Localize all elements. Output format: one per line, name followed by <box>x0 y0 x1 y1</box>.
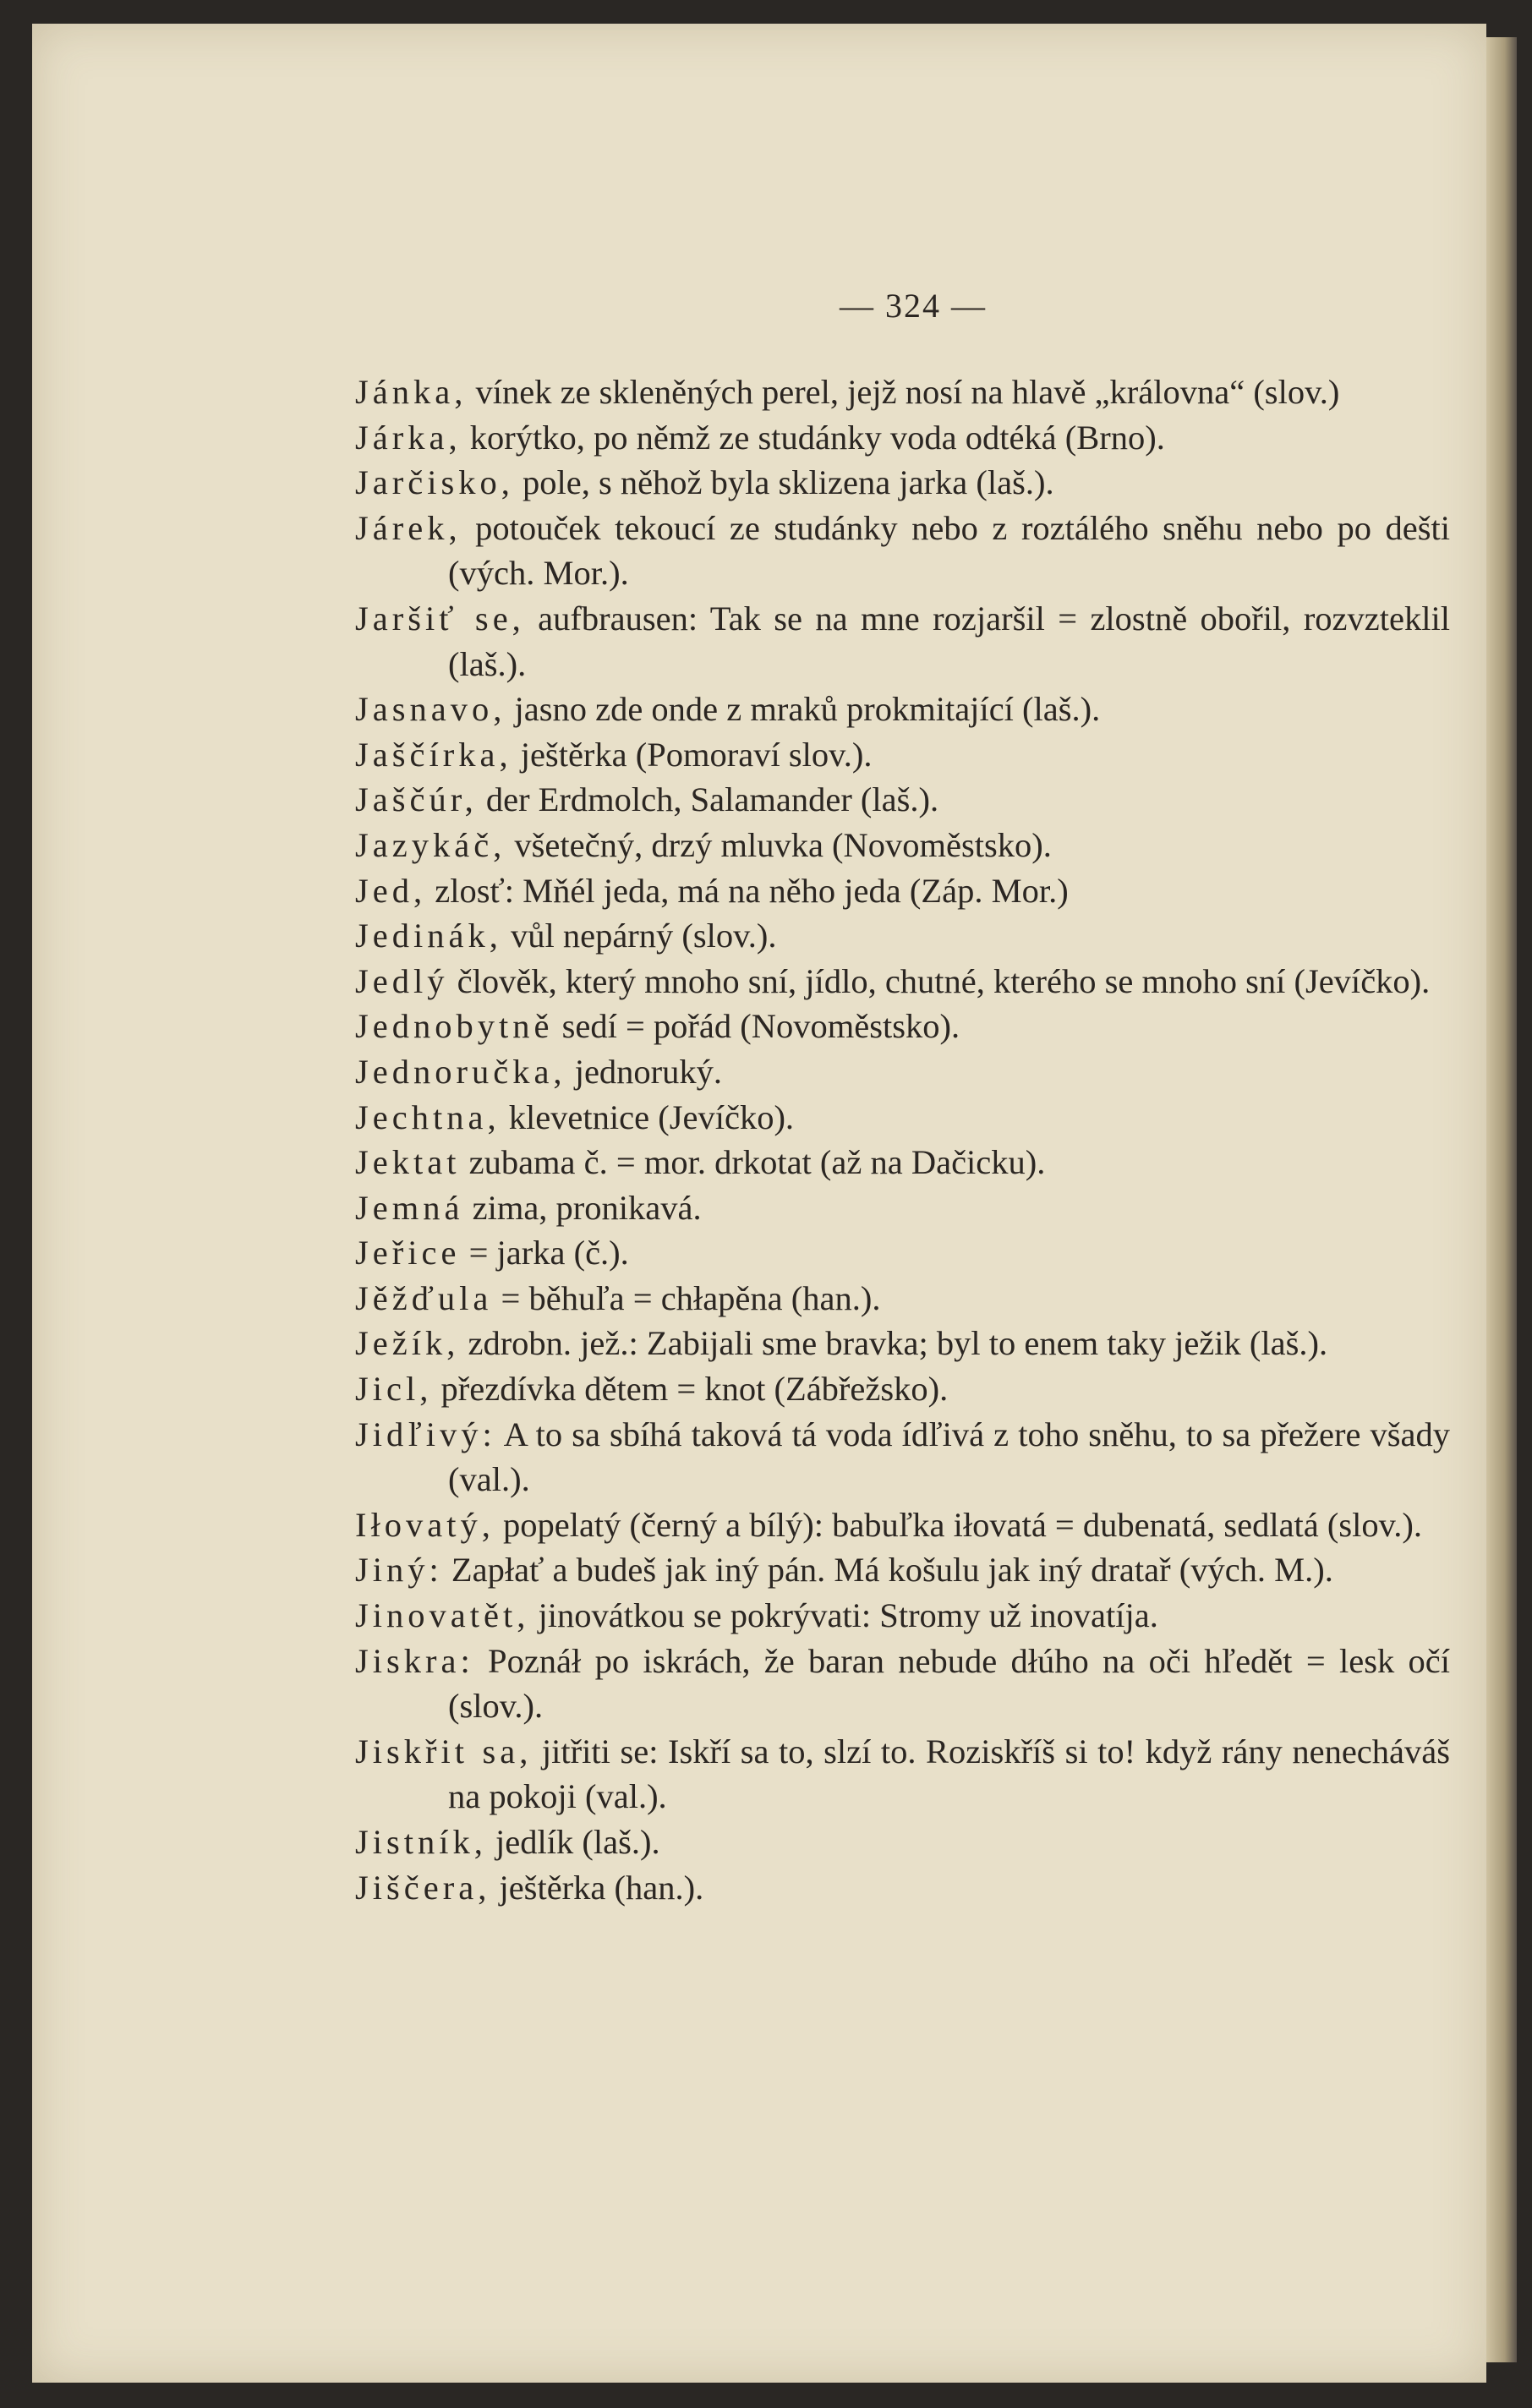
entry <box>355 1140 1450 1185</box>
entry-definition: všetečný, drzý mluvka (Novoměstsko). <box>506 825 1052 864</box>
entry-headword: Jěžďula <box>355 1278 493 1317</box>
entry <box>355 1366 1450 1412</box>
entry <box>355 1230 1450 1276</box>
entry-definition: jasno zde onde z mraků prokmitající (laš.). <box>506 690 1101 729</box>
entry-definition: zima, pronikavá. <box>463 1188 702 1227</box>
entry-headword: Ježík, <box>355 1324 460 1363</box>
entry-definition: jinovátkou se pokrývati: Stromy už inovatíja. <box>529 1596 1158 1635</box>
entry-headword: Jed, <box>355 871 427 910</box>
entry-headword: Jiskřit sa, <box>355 1732 533 1770</box>
entry <box>355 687 1450 732</box>
entry-definition: zubama č. = mor. drkotat (až na Dačicku). <box>460 1143 1046 1182</box>
entry-definition: sedí = pořád (Novoměstsko). <box>553 1007 960 1046</box>
entry-definition: aufbrausen: Tak se na mne rozjaršil = zlostně obořil, rozvzteklil (laš.). <box>448 599 1450 683</box>
entry-definition: = jarka (č.). <box>460 1234 629 1272</box>
entry-definition: pole, s něhož byla sklizena jarka (laš.). <box>513 463 1054 502</box>
entry-definition: zlosť: Mňél jeda, má na něho jeda (Záp. Mor.) <box>426 871 1069 910</box>
entry-headword: Jinovatět, <box>355 1596 530 1635</box>
entry <box>355 959 1450 1004</box>
entry-definition: Poznáł po iskrách, že baran nebude dłúho na oči hľedět = lesk očí (slov.). <box>448 1641 1450 1726</box>
entry <box>355 1049 1450 1095</box>
entry-headword: Jiný: <box>355 1551 443 1590</box>
entry-headword: Jemná <box>355 1188 464 1227</box>
entry <box>355 868 1450 914</box>
entry <box>355 1593 1450 1639</box>
entry-headword: Jiskra: <box>355 1641 474 1680</box>
entry <box>355 777 1450 823</box>
entry <box>355 506 1450 596</box>
entry <box>355 823 1450 868</box>
entry-definition: Zapłať a budeš jak iný pán. Má košulu jak iný dratař (vých. M.). <box>442 1551 1333 1590</box>
entry <box>355 732 1450 778</box>
entry-headword: Jistník, <box>355 1823 487 1861</box>
entry-headword: Jaršiť se, <box>355 599 525 638</box>
entry <box>355 415 1450 461</box>
page-edge <box>1486 37 1517 2362</box>
entry <box>355 913 1450 959</box>
entry-headword: Jasnavo, <box>355 690 506 729</box>
entry-headword: Jednoručka, <box>355 1052 566 1091</box>
entry-headword: Járka, <box>355 418 462 457</box>
entry-headword: Jicl, <box>355 1370 433 1409</box>
entry-headword: Járek, <box>355 508 462 547</box>
entry-definition: jednoruký. <box>566 1052 723 1091</box>
entry <box>355 1639 1450 1729</box>
entry <box>355 1276 1450 1322</box>
entry <box>355 1547 1450 1593</box>
entry-headword: Jánka, <box>355 373 468 411</box>
entry <box>355 369 1450 415</box>
entry-definition: der Erdmolch, Salamander (laš.). <box>477 780 939 819</box>
entry <box>355 1185 1450 1231</box>
entry-definition: zdrobn. jež.: Zabijali sme bravka; byl to enem taky ježik (laš.). <box>459 1324 1328 1363</box>
entry-definition: = běhuľa = chłapěna (han.). <box>492 1278 881 1317</box>
entry-headword: Jechtna, <box>355 1097 501 1136</box>
entry-definition: jedlík (laš.). <box>486 1823 660 1861</box>
entry-headword: Jazykáč, <box>355 825 506 864</box>
entry-headword: Jednobytně <box>355 1007 554 1046</box>
entry-headword: Jarčisko, <box>355 463 514 502</box>
entry <box>355 1321 1450 1366</box>
entry-definition: člověk, který mnoho sní, jídlo, chutné, kterého se mnoho sní (Jevíčko). <box>448 961 1431 1000</box>
entry-headword: Jeřice <box>355 1234 461 1272</box>
entry-headword: Jiščera, <box>355 1868 491 1907</box>
entry <box>355 1865 1450 1911</box>
entry-headword: Iłovatý, <box>355 1505 495 1544</box>
entry-headword: Jaščírka, <box>355 735 512 774</box>
entry-headword: Jektat <box>355 1143 461 1182</box>
entry <box>355 460 1450 506</box>
entry-definition: potouček tekoucí ze studánky nebo z roztálého sněhu nebo po dešti (vých. Mor.). <box>448 508 1450 593</box>
entry <box>355 1412 1450 1502</box>
entry-headword: Jedlý <box>355 961 449 1000</box>
entry-definition: přezdívka dětem = knot (Zábřežsko). <box>432 1370 949 1409</box>
entry-definition: ještěrka (Pomoraví slov.). <box>512 735 873 774</box>
dictionary-entries <box>355 369 1450 1910</box>
entry <box>355 1729 1450 1820</box>
entry-headword: Jaščúr, <box>355 780 478 819</box>
entry-definition: vínek ze skleněných perel, jejž nosí na hlavě „královna“ (slov.) <box>467 373 1340 411</box>
entry <box>355 596 1450 687</box>
entry-definition: jitřiti se: Iskří sa to, slzí to. Roziskříš si to! když rány nenecháváš na pokoji (val.). <box>448 1732 1450 1816</box>
entry-definition: vůl nepárný (slov.). <box>501 917 777 955</box>
entry-definition: korýtko, po němž ze studánky voda odtéká (Brno). <box>461 418 1165 457</box>
entry <box>355 1095 1450 1141</box>
entry-definition: A to sa sbíhá taková tá voda ídľivá z toho sněhu, to sa přežere všady (val.). <box>448 1415 1450 1499</box>
entry <box>355 1502 1450 1548</box>
entry <box>355 1820 1450 1865</box>
entry-headword: Jidľivý: <box>355 1415 496 1453</box>
page-number: — 324 — <box>840 287 987 325</box>
entry-definition: klevetnice (Jevíčko). <box>500 1097 795 1136</box>
entry-definition: ještěrka (han.). <box>490 1868 704 1907</box>
entry-definition: popelatý (černý a bílý): babuľka iłovatá = dubenatá, sedlatá (slov.). <box>494 1505 1423 1544</box>
entry <box>355 1004 1450 1049</box>
entry-headword: Jedinák, <box>355 917 502 955</box>
